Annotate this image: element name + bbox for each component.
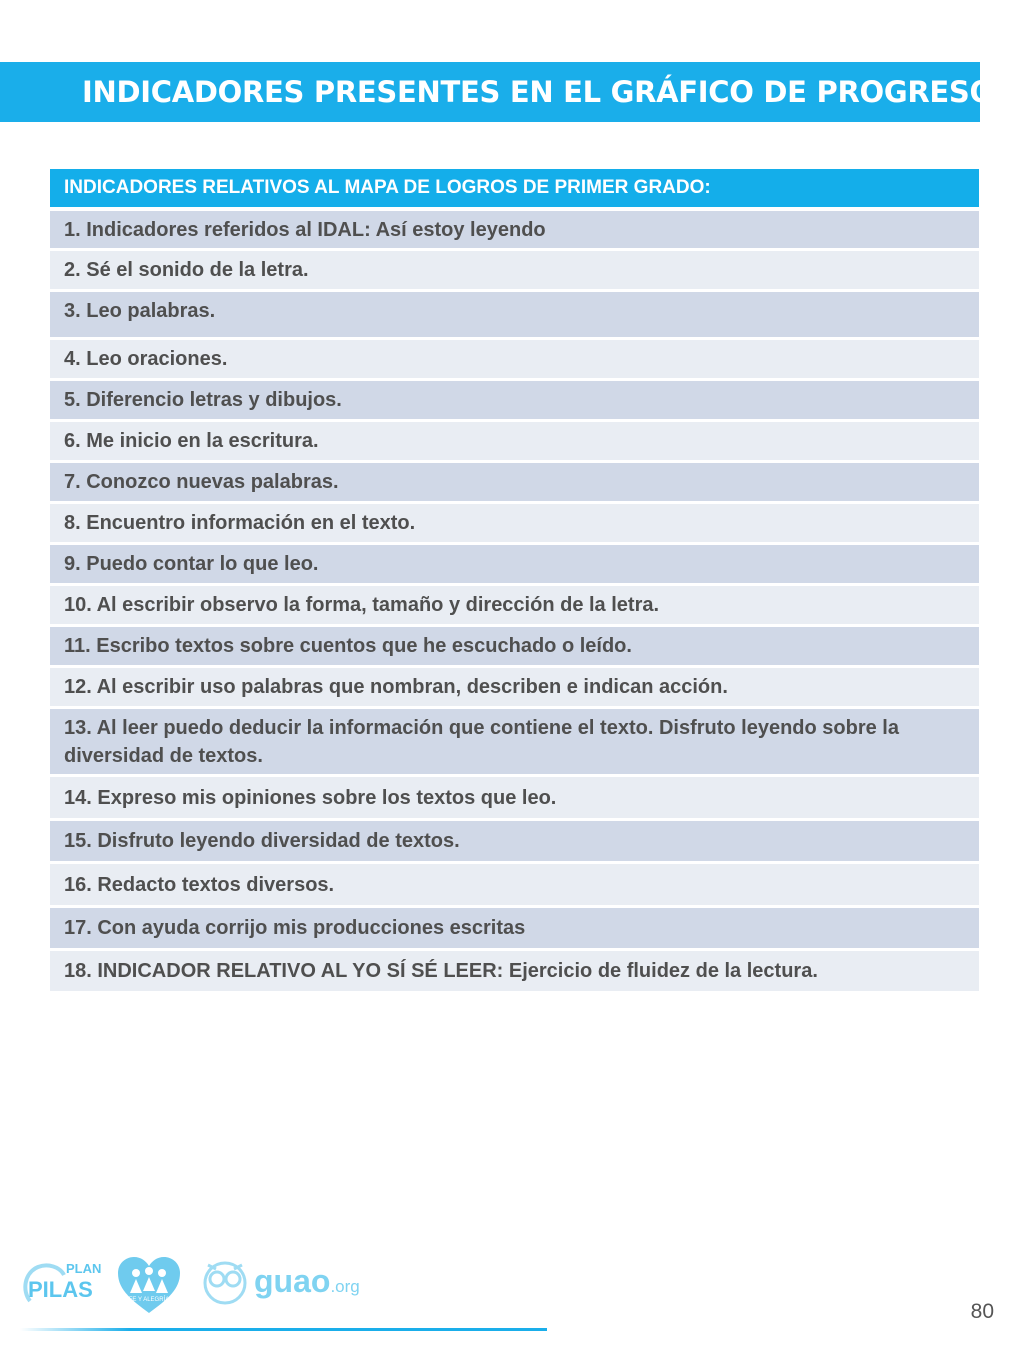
table-row: 13. Al leer puedo deducir la información que contiene el texto. Disfruto leyendo sobre la diversidad de textos.	[50, 709, 979, 774]
table-row: 12. Al escribir uso palabras que nombran, describen e indican acción.	[50, 668, 979, 706]
table-row: 16. Redacto textos diversos.	[50, 864, 979, 905]
table-row: 3. Leo palabras.	[50, 292, 979, 337]
guao-logo-text	[254, 1263, 360, 1300]
heart-logo-text: FE Y ALEGRÍA	[128, 1297, 170, 1303]
title-bar	[0, 62, 994, 122]
guao-org-suffix: .org	[330, 1277, 360, 1296]
table-row: 17. Con ayuda corrijo mis producciones escritas	[50, 908, 979, 948]
indicators-table	[50, 169, 979, 994]
fe-y-alegria-logo	[116, 1255, 182, 1315]
table-row: 2. Sé el sonido de la letra.	[50, 251, 979, 289]
table-row: 10. Al escribir observo la forma, tamaño y dirección de la letra.	[50, 586, 979, 624]
table-header: INDICADORES RELATIVOS AL MAPA DE LOGROS DE PRIMER GRADO:	[50, 169, 979, 207]
guao-wordmark: guao	[254, 1263, 331, 1299]
footer-divider	[20, 1328, 547, 1331]
table-row: 11. Escribo textos sobre cuentos que he escuchado o leído.	[50, 627, 979, 665]
owl-icon	[202, 1257, 248, 1305]
table-row: 18. INDICADOR RELATIVO AL YO SÍ SÉ LEER: Ejercicio de fluidez de la lectura.	[50, 951, 979, 991]
heart-icon	[116, 1255, 182, 1315]
table-row: 1. Indicadores referidos al IDAL: Así estoy leyendo	[50, 211, 979, 248]
page-number: 80	[970, 1300, 994, 1323]
page-title: INDICADORES PRESENTES EN EL GRÁFICO DE PROGRESO	[82, 75, 994, 109]
plan-pilas-logo	[20, 1257, 102, 1307]
plan-logo-text: PLAN	[66, 1261, 102, 1276]
table-row: 7. Conozco nuevas palabras.	[50, 463, 979, 501]
pilas-logo-text: PILAS	[28, 1277, 93, 1302]
guao-owl-logo	[202, 1257, 248, 1305]
table-row: 15. Disfruto leyendo diversidad de textos.	[50, 821, 979, 861]
table-row: 8. Encuentro información en el texto.	[50, 504, 979, 542]
table-row: 6. Me inicio en la escritura.	[50, 422, 979, 460]
table-row: 9. Puedo contar lo que leo.	[50, 545, 979, 583]
table-row: 5. Diferencio letras y dibujos.	[50, 381, 979, 419]
table-row: 14. Expreso mis opiniones sobre los textos que leo.	[50, 777, 979, 818]
table-row: 4. Leo oraciones.	[50, 340, 979, 378]
